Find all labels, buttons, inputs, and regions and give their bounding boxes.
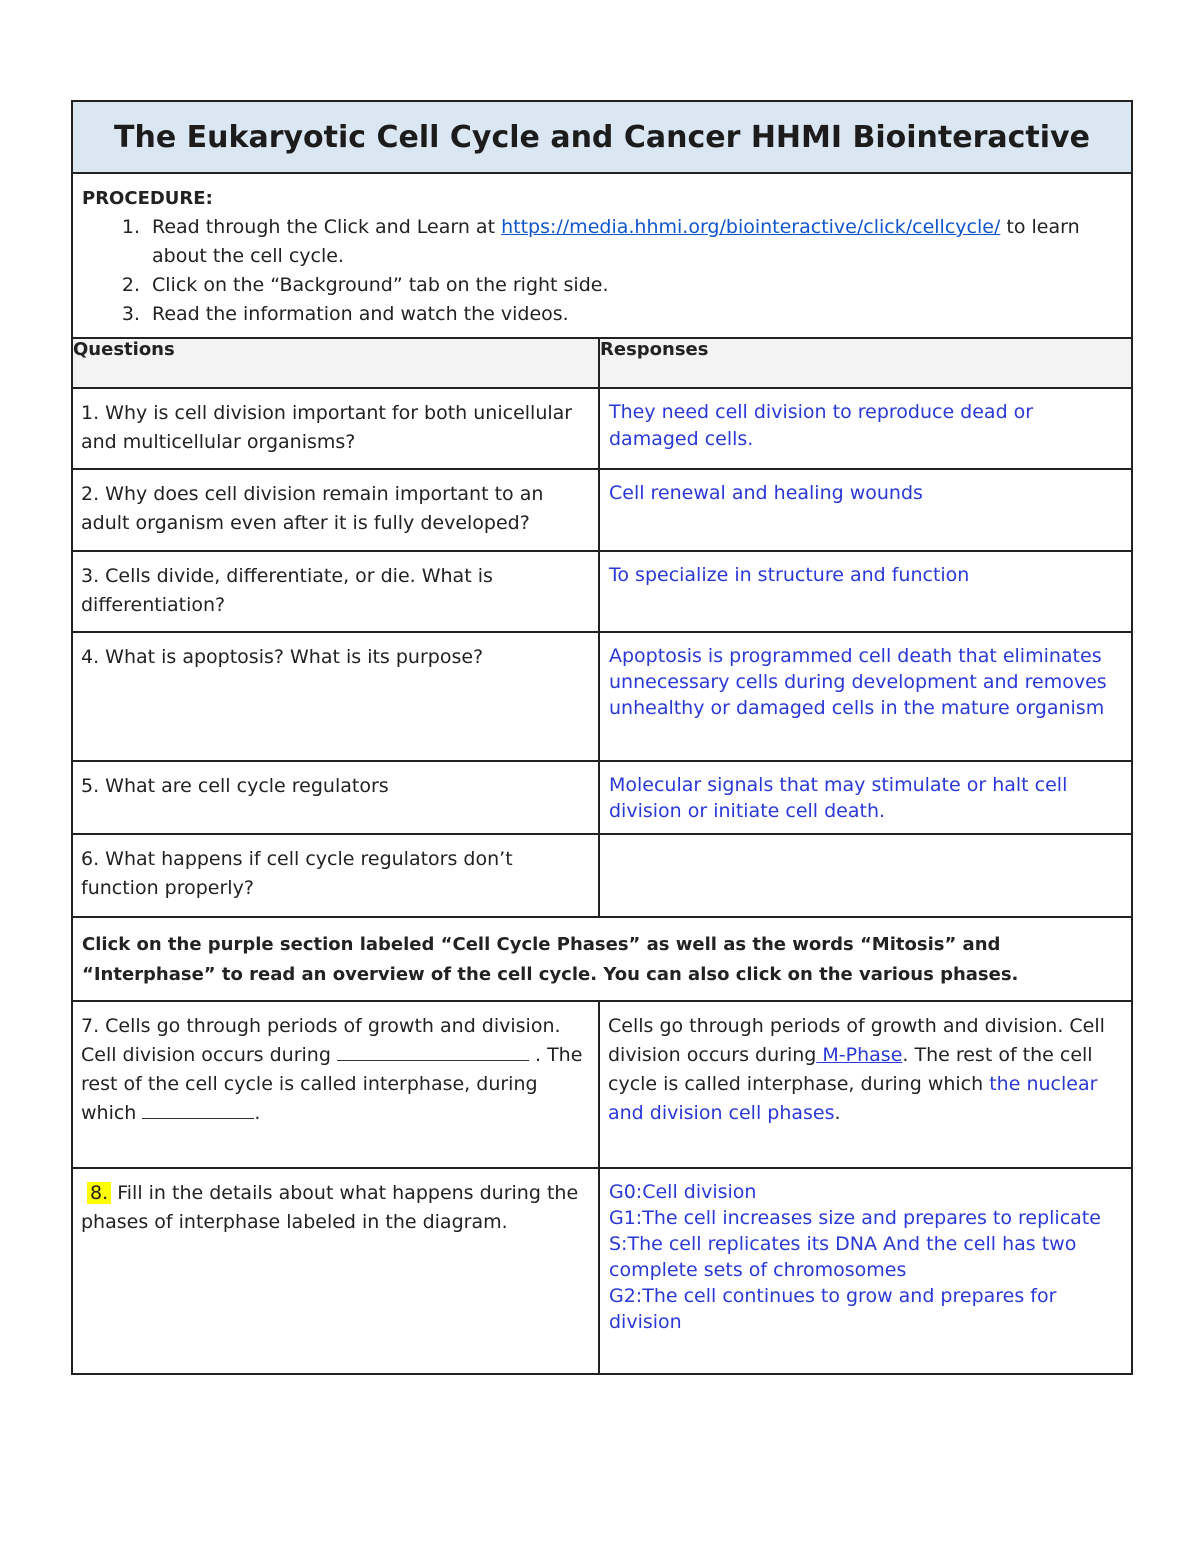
- instruction-text: Click on the purple section labeled “Cell Cycle Phases” as well as the words “Mitosis” and “Interphase” to read an overview of the cell cycle. You can also click on the various phases.: [72, 917, 1132, 1001]
- answer-blank: [337, 1042, 529, 1061]
- interphase-answer: the nuclear and division cell phases: [608, 1073, 1098, 1124]
- question-2: 2. Why does cell division remain important to an adult organism even after it is fully developed?: [72, 469, 599, 551]
- table-row: [72, 1001, 1132, 1168]
- m-phase-answer[interactable]: M-Phase: [816, 1044, 903, 1066]
- phase-g0-answer: G0:Cell division: [609, 1181, 757, 1203]
- phase-g1-answer: G1:The cell increases size and prepares to replicate: [609, 1207, 1101, 1229]
- question-5: 5. What are cell cycle regulators: [72, 761, 599, 834]
- question-8: 8. Fill in the details about what happens during the phases of interphase labeled in the diagram.: [72, 1168, 599, 1374]
- question-7: 7. Cells go through periods of growth and division. Cell division occurs during . The rest of the cell cycle is called interphase, during which .: [72, 1001, 599, 1168]
- table-row: [72, 761, 1132, 834]
- question-1: 1. Why is cell division important for both unicellular and multicellular organisms?: [72, 388, 599, 469]
- answer-blank: [142, 1100, 254, 1119]
- phase-g2-answer: G2:The cell continues to grow and prepares for division: [609, 1285, 1057, 1333]
- question-number-highlight: 8.: [87, 1182, 111, 1204]
- click-and-learn-link[interactable]: https://media.hhmi.org/biointeractive/click/cellcycle/: [501, 216, 1001, 238]
- table-row: [72, 834, 1132, 917]
- table-row: [72, 469, 1132, 551]
- response-3[interactable]: To specialize in structure and function: [599, 551, 1132, 632]
- table-row: [72, 388, 1132, 469]
- question-4: 4. What is apoptosis? What is its purpose?: [72, 632, 599, 761]
- response-1[interactable]: They need cell division to reproduce dead or damaged cells.: [599, 388, 1132, 469]
- step-text: Read through the Click and Learn at: [152, 216, 502, 238]
- procedure-list: [82, 213, 1121, 329]
- page-title: The Eukaryotic Cell Cycle and Cancer HHMI Biointeractive: [72, 101, 1132, 173]
- procedure-section: [72, 173, 1132, 338]
- response-5[interactable]: Molecular signals that may stimulate or halt cell division or initiate cell death.: [599, 761, 1132, 834]
- procedure-heading: PROCEDURE:: [82, 188, 213, 209]
- step-number: 2.: [121, 274, 140, 296]
- table-row: [72, 1168, 1132, 1374]
- question-6: 6. What happens if cell cycle regulators don’t function properly?: [72, 834, 599, 917]
- response-4[interactable]: Apoptosis is programmed cell death that eliminates unnecessary cells during development and removes unhealthy or damaged cells in the mature organism: [599, 632, 1132, 761]
- worksheet-table: [71, 100, 1133, 1375]
- response-6[interactable]: [599, 834, 1132, 917]
- response-2[interactable]: Cell renewal and healing wounds: [599, 469, 1132, 551]
- phase-s-answer: S:The cell replicates its DNA And the cell has two complete sets of chromosomes: [609, 1233, 1077, 1281]
- procedure-step: [82, 300, 1121, 329]
- procedure-step: [82, 213, 1121, 271]
- response-8[interactable]: [599, 1168, 1132, 1374]
- table-row: [72, 551, 1132, 632]
- step-text: Read the information and watch the videos.: [152, 303, 569, 325]
- response-7[interactable]: Cells go through periods of growth and division. Cell division occurs during M-Phase. The rest of the cell cycle is called interphase, during which the nuclear and division cell phases.: [599, 1001, 1132, 1168]
- procedure-step: [82, 271, 1121, 300]
- table-row: [72, 632, 1132, 761]
- step-number: 3.: [121, 303, 140, 325]
- step-number: 1.: [121, 216, 140, 238]
- step-text: to learn about the cell cycle.: [152, 216, 1080, 267]
- responses-header: Responses: [599, 338, 1132, 388]
- question-3: 3. Cells divide, differentiate, or die. What is differentiation?: [72, 551, 599, 632]
- step-text: Click on the “Background” tab on the right side.: [152, 274, 609, 296]
- questions-header: Questions: [72, 338, 599, 388]
